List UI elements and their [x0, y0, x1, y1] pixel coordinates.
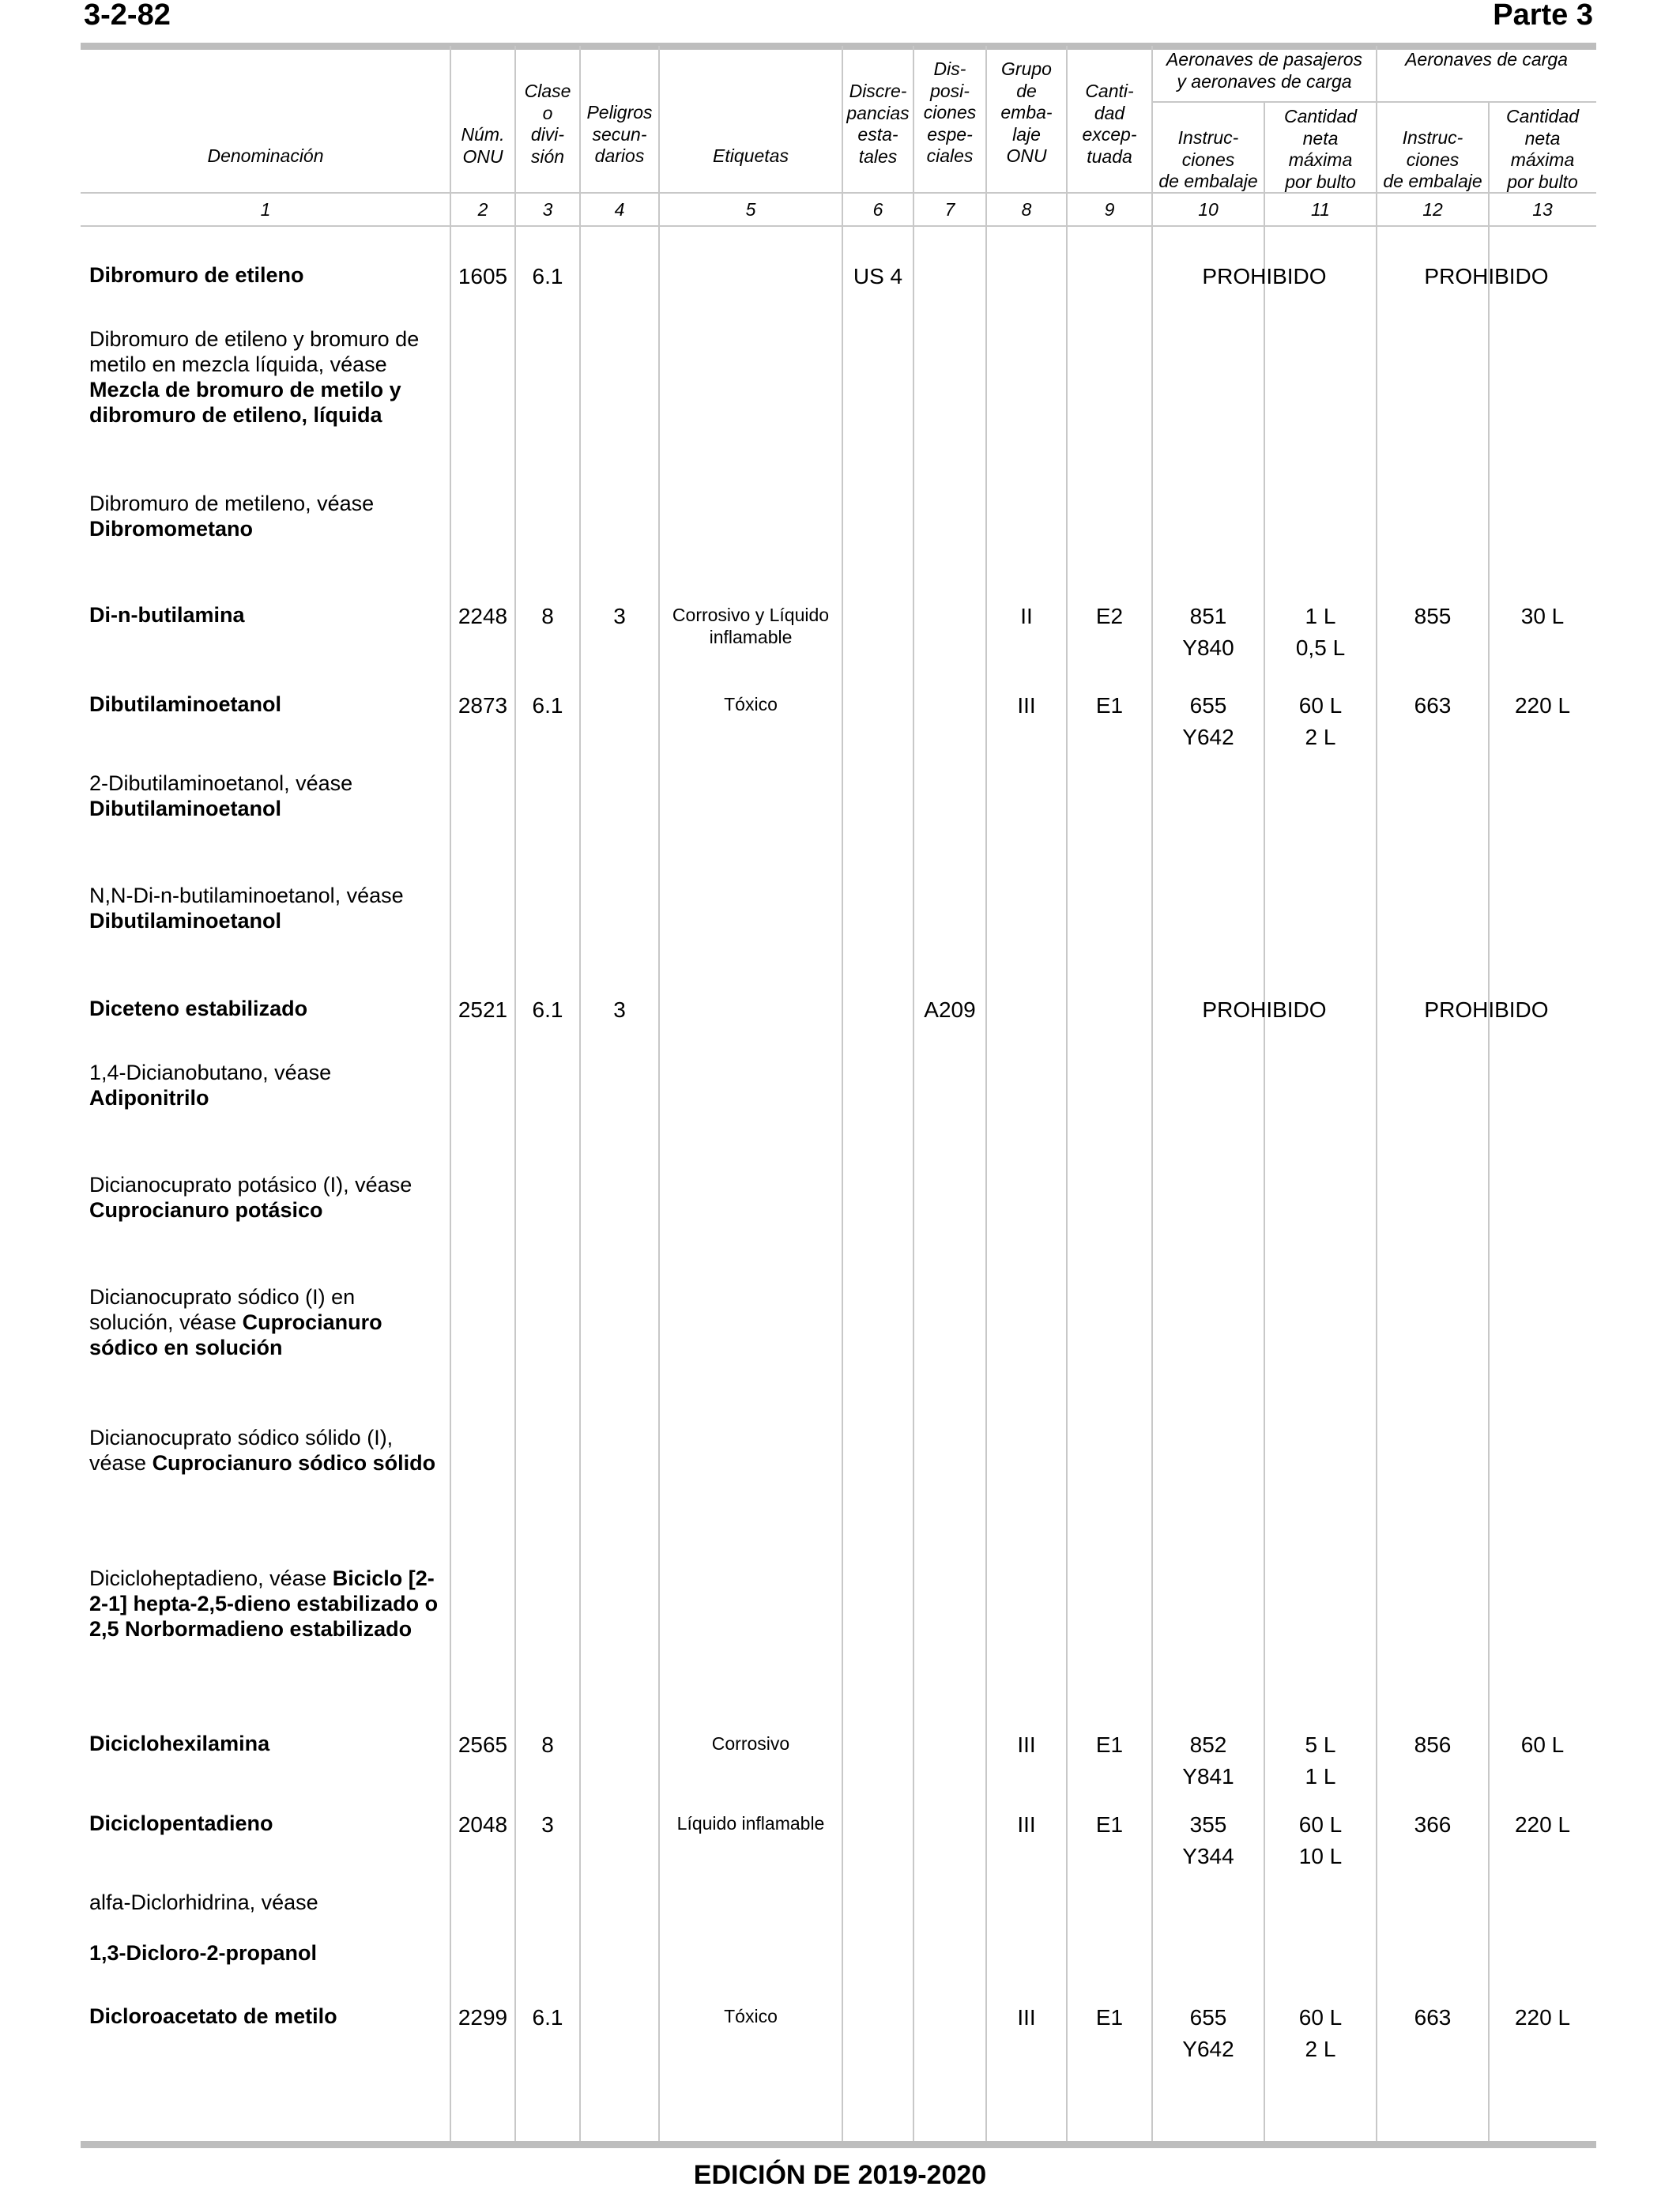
denominacion-part: Dibutilaminoetanol — [89, 797, 281, 820]
cell-instr-pasajeros-y: Y840 — [1182, 635, 1234, 660]
row-denominacion — [89, 1172, 445, 1223]
cell-instr-pasajeros: 851 — [1189, 604, 1227, 628]
denominacion-part: Cuprocianuro sódico sólido — [152, 1451, 436, 1475]
column-number: 6 — [872, 199, 883, 220]
denominacion-part: Dibromometano — [89, 517, 254, 541]
cell-peligros: 3 — [613, 604, 626, 628]
header-carga: Aeronaves de carga — [1405, 49, 1568, 70]
cell-cantidad: E2 — [1095, 604, 1124, 628]
cell-cant-pasajeros: 60 L — [1298, 1812, 1343, 1837]
cell-clase: 6.1 — [532, 997, 563, 1022]
column-number: 9 — [1104, 199, 1115, 220]
cell-cant-pasajeros-y: 2 L — [1305, 725, 1336, 749]
row-denominacion — [89, 262, 445, 288]
cell-grupo: III — [1017, 1812, 1036, 1837]
header-cant-carga: Cantidad neta máxima por bulto — [1505, 106, 1580, 192]
cell-instr-carga: 856 — [1414, 1732, 1452, 1757]
cell-cant-carga: 30 L — [1520, 604, 1565, 628]
cell-cantidad: E1 — [1095, 1732, 1124, 1757]
cell-etiquetas: Corrosivo — [711, 1733, 790, 1754]
denominacion-part: Dibutilaminoetanol — [89, 692, 281, 716]
row-denominacion — [89, 1566, 445, 1642]
cell-grupo: III — [1017, 2005, 1036, 2030]
column-number: 7 — [944, 199, 955, 220]
cell-instr-carga: 366 — [1414, 1812, 1452, 1837]
denominacion-part: Dibromuro de metileno, véase — [89, 492, 375, 515]
row-denominacion — [89, 1060, 445, 1110]
denominacion-part: Cuprocianuro sódico en solución — [89, 1310, 382, 1359]
denominacion-part: Dibutilaminoetanol — [89, 909, 281, 933]
row-denominacion — [89, 1284, 445, 1360]
cell-instr-pasajeros-y: Y841 — [1182, 1764, 1234, 1789]
cell-instr-pasajeros: 852 — [1189, 1732, 1227, 1757]
header-cant-pasajeros: Cantidad neta máxima por bulto — [1283, 106, 1358, 192]
cell-instr-pasajeros-y: Y642 — [1182, 2037, 1234, 2061]
column-line — [842, 46, 843, 2141]
cell-clase: 6.1 — [532, 2005, 563, 2030]
column-number: 3 — [542, 199, 553, 220]
denominacion-part: 1,4-Dicianobutano, véase — [89, 1061, 332, 1084]
cell-clase: 8 — [541, 1732, 554, 1757]
denominacion-part: alfa-Diclorhidrina, véase — [89, 1891, 318, 1914]
row-denominacion — [89, 602, 445, 628]
header-instr-pasajeros: Instruc- ciones de embalaje — [1158, 127, 1258, 191]
cell-instr-pasajeros: 355 — [1189, 1812, 1227, 1837]
denominacion-part: Dicicloheptadieno, véase — [89, 1566, 333, 1590]
cell-etiquetas: Corrosivo y Líquido inflamable — [672, 605, 830, 647]
cell-etiquetas: Tóxico — [724, 2006, 778, 2026]
cell-discrepancias: US 4 — [853, 264, 903, 288]
cell-cant-pasajeros: 5 L — [1305, 1732, 1336, 1757]
header-instr-carga: Instruc- ciones de embalaje — [1383, 127, 1482, 191]
denominacion-part: N,N-Di-n-butilaminoetanol, véase — [89, 884, 404, 907]
cell-clase: 6.1 — [532, 693, 563, 718]
header-peligros: Peligros secun- darios — [586, 102, 653, 166]
cell-peligros: 3 — [613, 997, 626, 1022]
row-denominacion — [89, 692, 445, 717]
cell-instr-pasajeros-y: Y642 — [1182, 725, 1234, 749]
cell-onu: 2048 — [458, 1812, 508, 1837]
row-denominacion — [89, 771, 445, 821]
aircraft-group-divider — [1152, 101, 1596, 103]
denominacion-part: 2-Dibutilaminoetanol, véase — [89, 771, 353, 795]
column-number: 1 — [260, 199, 271, 220]
denominacion-part: Dicianocuprato sódico (I) en solución, véase — [89, 1285, 356, 1334]
cell-instr-pasajeros: 655 — [1189, 693, 1227, 718]
denominacion-part: Dicianocuprato sódico sólido (I), véase — [89, 1426, 394, 1475]
cell-cant-pasajeros: 1 L — [1305, 604, 1336, 628]
cell-instr-carga: 663 — [1414, 2005, 1452, 2030]
cell-onu: 2248 — [458, 604, 508, 628]
row-denominacion — [89, 1425, 445, 1476]
header-denominacion: Denominación — [207, 145, 324, 166]
row-denominacion — [89, 1890, 445, 1915]
cell-cantidad: E1 — [1095, 2005, 1124, 2030]
cell-grupo: II — [1020, 604, 1033, 628]
row-denominacion — [89, 996, 445, 1021]
column-number: 11 — [1311, 199, 1330, 220]
cell-onu: 2873 — [458, 693, 508, 718]
cell-clase: 6.1 — [532, 264, 563, 288]
header-discrepancias: Discre- pancias esta- tales — [846, 81, 910, 167]
cell-disposiciones: A209 — [924, 997, 976, 1022]
denominacion-part: Dicloroacetato de metilo — [89, 2004, 337, 2028]
column-number: 8 — [1021, 199, 1032, 220]
cell-grupo: III — [1017, 1732, 1036, 1757]
part-label: Parte 3 — [1493, 0, 1593, 32]
cell-cant-pasajeros-y: 1 L — [1305, 1764, 1336, 1789]
page-number: 3-2-82 — [84, 0, 171, 32]
cell-cant-carga: 220 L — [1514, 2005, 1571, 2030]
cell-grupo: III — [1017, 693, 1036, 718]
denominacion-part: Diciclopentadieno — [89, 1811, 273, 1835]
column-line — [658, 46, 660, 2141]
column-number: 10 — [1198, 199, 1219, 220]
cell-prohibido-pasajeros: PROHIBIDO — [1202, 997, 1327, 1022]
row-denominacion — [89, 1811, 445, 1836]
cell-cantidad: E1 — [1095, 693, 1124, 718]
row-denominacion — [89, 326, 445, 428]
cell-cantidad: E1 — [1095, 1812, 1124, 1837]
denominacion-part: Diciclohexilamina — [89, 1732, 270, 1755]
header-num-onu: Núm. ONU — [461, 124, 505, 167]
column-line — [913, 46, 914, 2141]
row-denominacion — [89, 1731, 445, 1756]
denominacion-part: Diceteno estabilizado — [89, 997, 308, 1020]
header-pasajeros: Aeronaves de pasajeros y aeronaves de carga — [1166, 49, 1363, 92]
cell-cant-carga: 220 L — [1514, 693, 1571, 718]
cell-instr-carga: 663 — [1414, 693, 1452, 718]
cell-onu: 2521 — [458, 997, 508, 1022]
row-denominacion — [89, 883, 445, 933]
header-etiquetas: Etiquetas — [713, 145, 789, 166]
column-number: 5 — [745, 199, 756, 220]
row-denominacion — [89, 491, 445, 541]
cell-instr-pasajeros-y: Y344 — [1182, 1844, 1234, 1868]
denominacion-part: Biciclo [2-2-1] hepta-2,5-dieno estabilizado o 2,5 Norbormadieno estabilizado — [89, 1566, 439, 1641]
denominacion-part: Mezcla de bromuro de metilo y dibromuro de etileno, líquida — [89, 378, 401, 427]
cell-onu: 2565 — [458, 1732, 508, 1757]
cell-instr-pasajeros: 655 — [1189, 2005, 1227, 2030]
row-denominacion — [89, 1940, 445, 1966]
column-number-divider — [81, 225, 1596, 227]
column-number: 2 — [477, 199, 488, 220]
denominacion-part: Di-n-butilamina — [89, 603, 245, 627]
cell-clase: 3 — [541, 1812, 554, 1837]
cell-cant-pasajeros: 60 L — [1298, 2005, 1343, 2030]
denominacion-part: Cuprocianuro potásico — [89, 1198, 323, 1222]
cell-cant-pasajeros-y: 2 L — [1305, 2037, 1336, 2061]
cell-cant-carga: 60 L — [1520, 1732, 1565, 1757]
header-cantidad: Canti- dad excep- tuada — [1082, 81, 1137, 167]
bottom-rule — [81, 2141, 1596, 2148]
denominacion-part: Dicianocuprato potásico (I), véase — [89, 1173, 412, 1197]
cell-onu: 2299 — [458, 2005, 508, 2030]
header-disposiciones: Dis- posi- ciones espe- ciales — [923, 58, 977, 166]
cell-cant-carga: 220 L — [1514, 1812, 1571, 1837]
denominacion-part: Dibromuro de etileno — [89, 263, 304, 287]
cell-clase: 8 — [541, 604, 554, 628]
cell-cant-pasajeros: 60 L — [1298, 693, 1343, 718]
denominacion-part: 1,3-Dicloro-2-propanol — [89, 1941, 318, 1965]
cell-onu: 1605 — [458, 264, 508, 288]
header-clase: Clase o divi- sión — [524, 81, 571, 167]
cell-prohibido-pasajeros: PROHIBIDO — [1202, 264, 1327, 288]
cell-cant-pasajeros-y: 10 L — [1298, 1844, 1343, 1868]
column-number: 13 — [1532, 199, 1553, 220]
cell-etiquetas: Líquido inflamable — [676, 1813, 825, 1834]
row-denominacion — [89, 2004, 445, 2029]
cell-etiquetas: Tóxico — [724, 694, 778, 714]
cell-prohibido-carga: PROHIBIDO — [1424, 264, 1549, 288]
cell-instr-carga: 855 — [1414, 604, 1452, 628]
column-number: 4 — [614, 199, 625, 220]
edition-footer: EDICIÓN DE 2019-2020 — [693, 2160, 987, 2190]
cell-prohibido-carga: PROHIBIDO — [1424, 997, 1549, 1022]
column-number: 12 — [1422, 199, 1443, 220]
denominacion-part: Adiponitrilo — [89, 1086, 209, 1110]
denominacion-part: Dibromuro de etileno y bromuro de metilo en mezcla líquida, véase — [89, 327, 420, 376]
cell-cant-pasajeros-y: 0,5 L — [1295, 635, 1346, 660]
header-grupo: Grupo de emba- laje ONU — [1000, 58, 1053, 166]
